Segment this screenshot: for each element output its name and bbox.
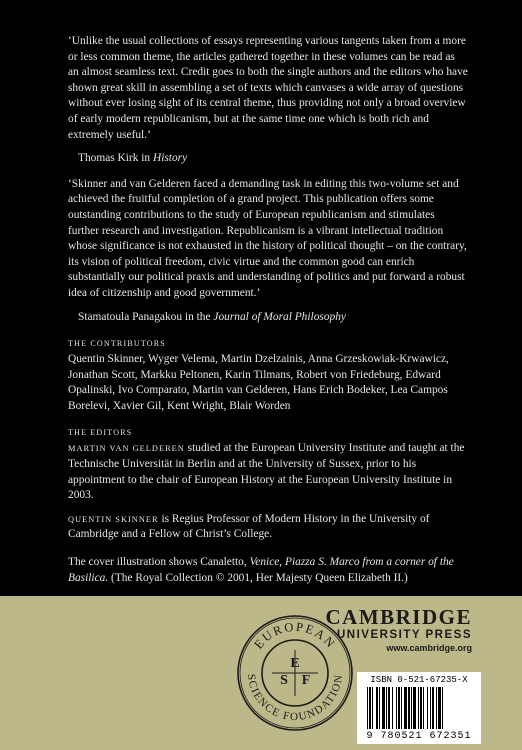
review-attribution-2 (68, 310, 468, 326)
publisher-logo (325, 606, 472, 654)
barcode-number: 9 780521 672351 (366, 731, 472, 742)
barcode-box (357, 672, 481, 744)
publisher-url: www.cambridge.org (386, 643, 472, 653)
review-attribution-1 (68, 151, 468, 167)
review-source-2: Journal of Moral Philosophy (213, 310, 346, 323)
seal-letter-e: E (290, 656, 300, 671)
seal-letter-s: S (280, 673, 288, 688)
cover-note-prefix: The cover illustration shows Canaletto, (68, 556, 250, 569)
editor-name-2: QUENTIN SKINNER (68, 514, 159, 524)
review-author-1: Thomas Kirk in (78, 152, 153, 165)
editor-name-1: MARTIN VAN GELDEREN (68, 444, 185, 454)
contributors-list: Quentin Skinner, Wyger Velema, Martin Dzelzainis, Anna Grzeskowiak-Krwawicz, Jonathan Scott, Markku Peltonen, Karin Tilmans, Robert von Friedeburg, Edward Opalinski, Ivo Comparato, Martin van Gelderen, Hans Erich Bodeker, Lea Campos Borelevi, Xavier Gil, Kent Wright, Blair Worden (68, 353, 449, 412)
cover-note-title: Venice, Piazza S. Marco from a corner of the Basilica. (68, 556, 454, 584)
editor-text-1: studied at the European University Institute and taught at the Technische Universität in Berlin and at the University of Sussex, prior to his appointment to the chair of European History at the European University Institute in 2003. (68, 442, 465, 502)
editors-heading: THE EDITORS (68, 428, 133, 438)
publisher-press: UNIVERSITY PRESS (337, 629, 472, 641)
blurb-content (68, 34, 468, 586)
cover-note-suffix: (The Royal Collection © 2001, Her Majesty Queen Elizabeth II.) (108, 571, 408, 584)
seal-bottom-text: SCIENCE FOUNDATION (244, 673, 346, 724)
contributors-heading: THE CONTRIBUTORS (68, 339, 166, 349)
review-source-1: History (152, 152, 188, 165)
seal-top-text: EUROPEAN (251, 619, 339, 652)
publisher-name: CAMBRIDGE (325, 605, 472, 629)
seal-letter-f: F (301, 673, 311, 688)
editor-text-2: is Regius Professor of Modern History in the University of Cambridge and a Fellow of Christ’s College. (68, 512, 430, 541)
cover-illustration-note (68, 555, 468, 586)
review-quote-1: ‘Unlike the usual collections of essays representing various tangents taken from a more or less common theme, the articles gathered together in these volumes can be read as an almost seamless text. Credit goes to both the single authors and the editors who have shown great skill in assembling a set of texts which canvases a wide array of questions without ever losing sight of its central theme, thus providing not only a broad overview of early modern republicanism, but at the same time one which is both rich and extremely useful.’ (68, 35, 468, 141)
barcode-icon (367, 687, 471, 729)
editor-bio-2 (68, 512, 468, 543)
editor-bio-1 (68, 441, 468, 503)
review-author-2: Stamatoula Panagakou in the (78, 310, 214, 323)
isbn-text: ISBN 0-521-67235-X (370, 675, 468, 685)
review-quote-2: ‘Skinner and van Gelderen faced a demanding task in editing this two-volume set and achieved the fruitful completion of a grand project. This publication offers some outstanding contributions to the study of European republicanism and stimulates further research and investigation. Republicanism is a vibrant intellectual tradition whose significance is not exhausted in the history of political thought – on the contrary, its vision of political freedom, civic virtue and the common good can enrich substantially our political praxis and understanding of politics and put forward a robust idea of citizenship and good government.’ (68, 177, 467, 299)
